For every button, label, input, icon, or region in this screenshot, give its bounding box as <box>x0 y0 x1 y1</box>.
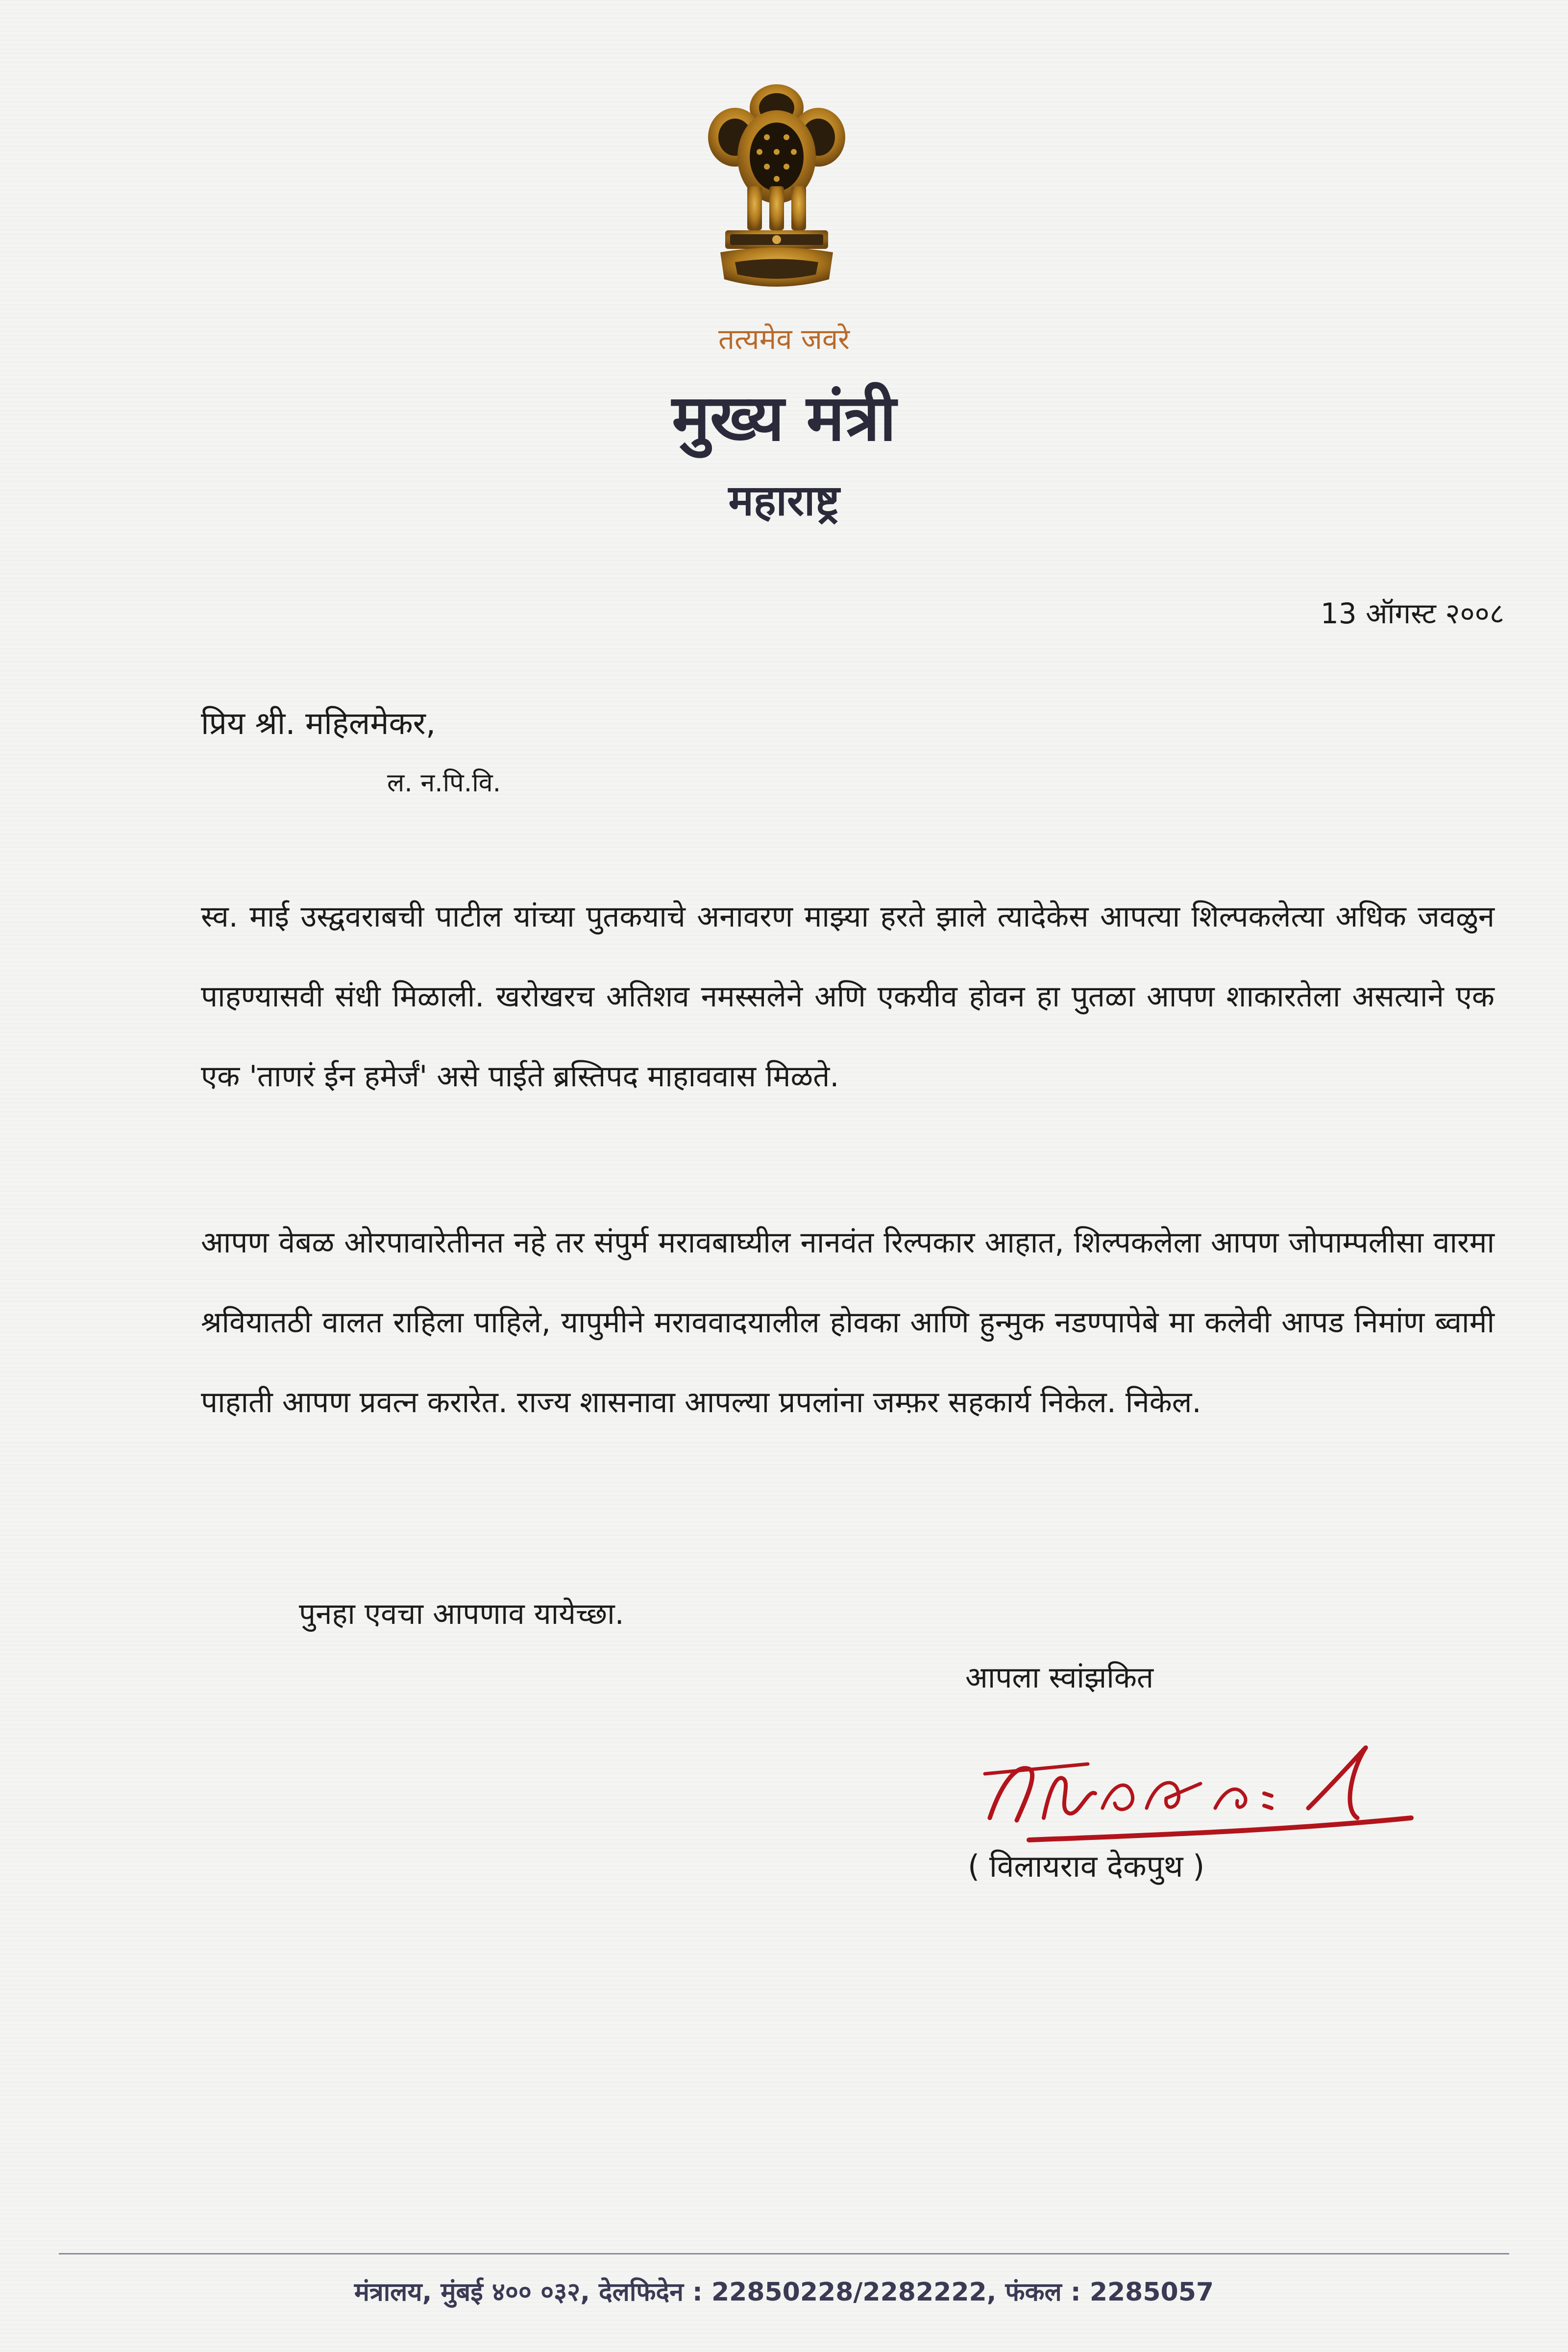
state-emblem-icon <box>701 74 853 299</box>
closing-wishes: पुनहा एवचा आपणाव यायेच्छा. <box>299 1597 624 1631</box>
state-name: महाराष्ट्र <box>728 476 840 525</box>
recipient-organization: ल. न.पि.वि. <box>387 768 501 798</box>
emblem-motto: तत्यमेव जवरे <box>718 322 850 356</box>
footer-address: मंत्रालय, मुंबई ४०० ०३२, देलफिदेन : 22850228/2282222, फंकल : 2285057 <box>354 2278 1214 2307</box>
body-paragraph-2: आपण वेबळ ओरपावारेतीनत नहे तर संपुर्म मरावबाघ्यील नानवंत रिल्पकार आहात, शिल्पकलेला आपण जोपाम्पलीसा वारमा श्रवियातठी वालत राहिला पाहिले, यापुमीने मराववादयालील होवका आणि हुन्मुक नडण्पापेबे मा कलेवी आपड निमांण ब्वामी पाहाती आपण प्रवत्न करारेत. राज्य शासनावा आपल्या प्रपलांना जम्फ़र सहकार्य निकेल. निकेल. <box>201 1225 1494 1420</box>
office-title: मुख्य मंत्री <box>672 381 896 455</box>
body-paragraph-1: स्व. मार्ई उस्द्ववराबची पाटील यांच्या पुतकयाचे अनावरण माझ्या हरते झाले त्यादेकेस आपत्या शिल्पकलेत्या अधिक जवळुन पाहण्यासवी संधी मिळाली. खरोखरच अतिशव नमस्सलेने अणि एकयीव होवन हा पुतळा आपण शाकारतेला असत्याने एक एक 'ताणरं ईन हमेर्जं' असे पाईते ब्रस्तिपद माहाववास मिळते. <box>201 900 1494 1094</box>
footer-divider <box>59 2253 1509 2254</box>
letter-date: 13 ऑगस्ट २००८ <box>1320 597 1504 630</box>
complimentary-close: आपला स्वांझकित <box>965 1661 1154 1695</box>
signatory-name: ( विलायराव देकपुथ ) <box>968 1848 1205 1884</box>
salutation: प्रिय श्री. महिलमेकर, <box>201 706 436 742</box>
handwritten-signature <box>970 1735 1431 1862</box>
